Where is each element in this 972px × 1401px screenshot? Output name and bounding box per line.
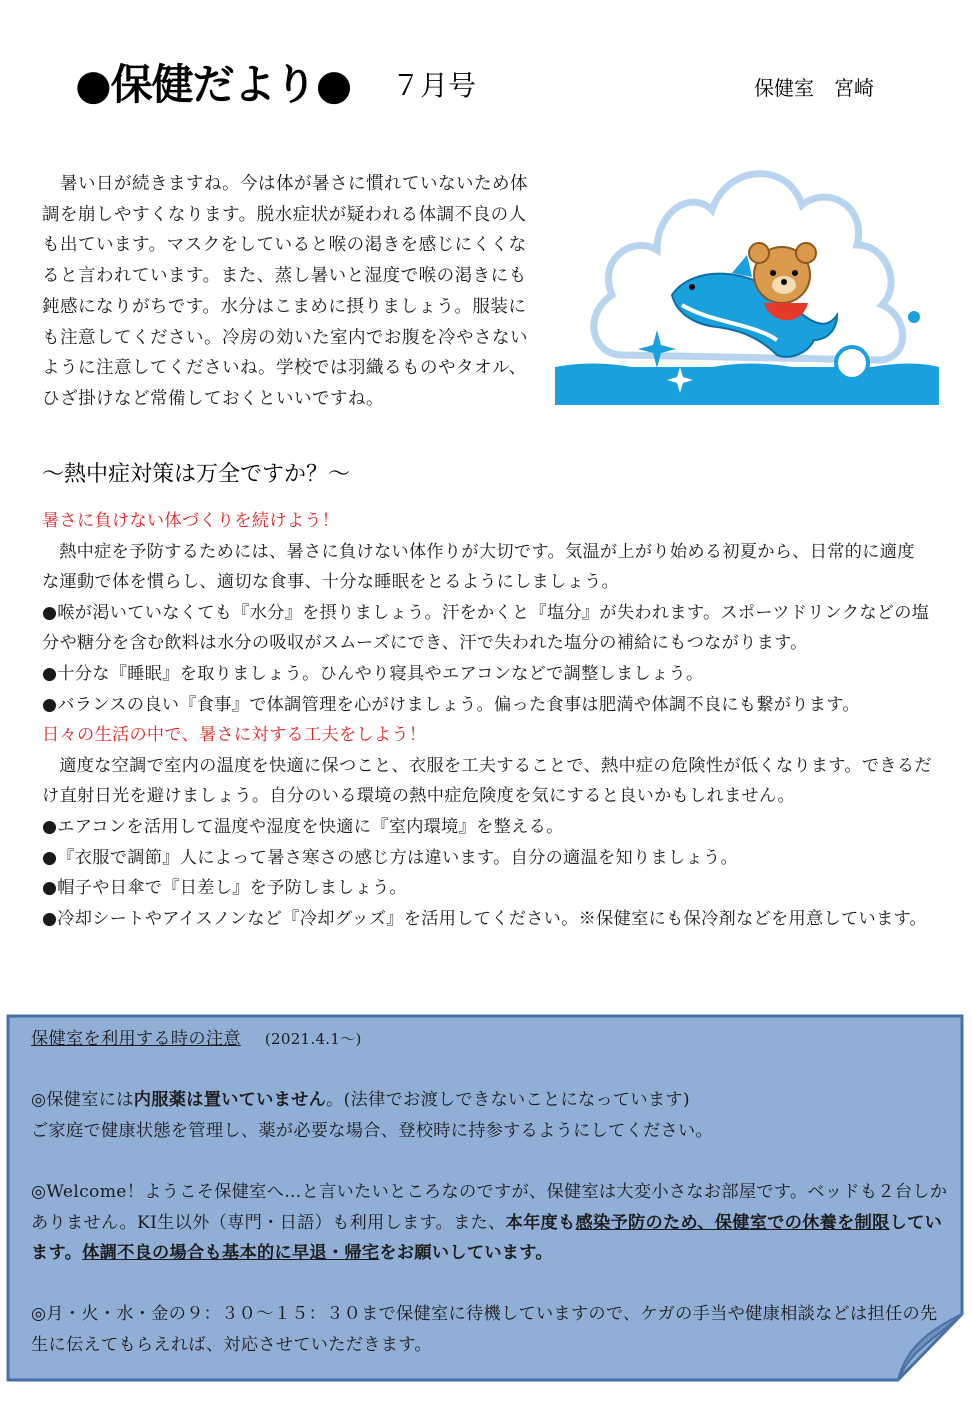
list-item: ●エアコンを活用して温度や湿度を快適に『室内環境』を整える。 — [42, 816, 564, 837]
heatstroke-section-title: ～熱中症対策は万全ですか？～ — [42, 462, 351, 487]
list-item: ●冷却シートやアイスノンなど『冷却グッズ』を活用してください。※保健室にも保冷剤などを用意しています。 — [42, 908, 928, 929]
bear-riding-dolphin-icon — [552, 155, 942, 410]
issue-label: ７月号 — [392, 69, 477, 102]
intro-paragraph: 暑い日が続きますね。今は体が暑さに慣れていないため体調を崩しやすくなります。脱水症状が疑われる体調不良の人も出ています。マスクをしていると喉の渇きを感じにくくなると言われています。また、蒸し暑いと湿度で喉の渇きにも鈍感になりがちです。水分はこまめに摂りましょう。服装にも注意してください。冷房の効いた室内でお腹を冷やさないように注意してくださいね。学校では羽織るものやタオル、ひざ掛けなど常備しておくといいですね。 — [42, 174, 528, 409]
heatstroke-body — [42, 506, 932, 934]
author-label: 保健室 宮崎 — [754, 76, 874, 100]
notice-heading — [31, 1024, 949, 1055]
notice-rest-policy: ◎Welcome！ようこそ保健室へ…と言いたいところなのですが、保健室は大変小さなお部屋です。ベッドも２台しかありません。KI生以外（専門・日語）も利用します。また、本年度も感染予防のため、保健室での休養を制限しています。体調不良の場合も基本的に早退・帰宅をお願いしています。 — [31, 1181, 948, 1264]
paragraph-body-building: 熱中症を予防するためには、暑さに負けない体作りが大切です。気温が上がり始める初夏から、日常的に適度な運動で体を慣らし、適切な食事、十分な睡眠をとるようにしましょう。 — [42, 541, 915, 593]
notice-medicine-line2: ご家庭で健康状態を管理し、薬が必要な場合、登校時に持参するようにしてください。 — [31, 1120, 714, 1141]
list-item: ●十分な『睡眠』を取りましょう。ひんやり寝具やエアコンなどで調整しましょう。 — [42, 663, 704, 684]
heading-daily-life: 日々の生活の中で、暑さに対する工夫をしよう！ — [42, 725, 427, 746]
notice-medicine: ◎保健室には内服薬は置いていません。(法律でお渡しできないことになっています) — [31, 1090, 690, 1111]
heading-body-building: 暑さに負けない体づくりを続けよう！ — [42, 511, 340, 531]
list-item: ●『衣服で調節』人によって暑さ寒さの感じ方は違います。自分の適温を知りましょう。 — [42, 847, 738, 868]
notice-box — [6, 1014, 966, 1384]
notice-title: 保健室を利用する時の注意 — [31, 1029, 241, 1049]
list-item: ●喉が渇いていなくても『水分』を摂りましょう。汗をかくと『塩分』が失われます。スポーツドリンクなどの塩分や糖分を含む飲料は水分の吸収がスムーズにでき、汗で失われた塩分の補給にもつながります。 — [42, 602, 930, 654]
list-item: ●帽子や日傘で『日差し』を予防しましょう。 — [42, 878, 408, 899]
paragraph-daily-life: 適度な空調で室内の温度を快適に保つこと、衣服を工夫することで、熱中症の危険性が低くなります。できるだけ直射日光を避けましょう。自分のいる環境の熱中症危険度を気にすると良いかもしれません。 — [42, 755, 932, 807]
notice-hours: ◎月・火・水・金の９：３０～１５：３０まで保健室に待機していますので、ケガの手当や健康相談などは担任の先生に伝えてもらえれば、対応させていただきます。 — [31, 1304, 938, 1355]
list-item: ●バランスの良い『食事』で体調管理を心がけましょう。偏った食事は肥満や体調不良にも繋がります。 — [42, 694, 860, 715]
notice-date: (2021.4.1～) — [264, 1030, 362, 1048]
newsletter-title: ●保健だより● — [75, 60, 352, 109]
